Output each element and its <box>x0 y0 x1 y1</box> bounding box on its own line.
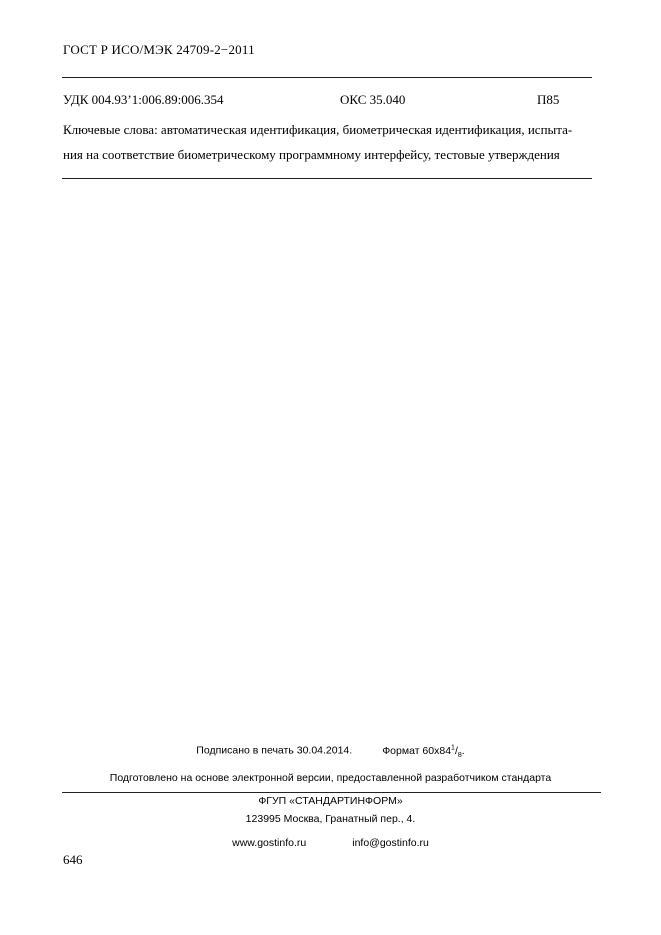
publisher-address: 123995 Москва, Гранатный пер., 4. <box>245 813 416 825</box>
imprint-rule <box>62 792 601 793</box>
print-info-row <box>0 744 661 759</box>
keywords-line-2: ния на соответствие биометрическому программному интерфейсу, тестовые утверждения <box>63 147 560 162</box>
standard-code: ГОСТ Р ИСО/МЭК 24709-2−2011 <box>63 42 255 57</box>
group-code: П85 <box>537 92 560 107</box>
contact-row <box>0 837 661 849</box>
udk-code: УДК 004.93’1:006.89:006.354 <box>63 92 224 107</box>
oks-code: ОКС 35.040 <box>340 92 406 107</box>
prepared-note: Подготовлено на основе электронной версии, предоставленной разработчиком стандарта <box>109 772 552 784</box>
signed-date: Подписано в печать 30.04.2014. <box>196 744 353 757</box>
keywords-block <box>63 117 598 167</box>
keywords-line-1: Ключевые слова: автоматическая идентификация, биометрическая идентификация, испыта- <box>63 122 573 137</box>
publisher-name: ФГУП «СТАНДАРТИНФОРМ» <box>258 795 403 807</box>
email-link[interactable]: info@gostinfo.ru <box>352 837 429 849</box>
page-number: 646 <box>63 852 83 867</box>
paper-format: Формат $60x84^1/_8$. <box>382 744 465 759</box>
keywords-rule <box>62 178 592 179</box>
website-link[interactable]: www.gostinfo.ru <box>232 837 307 849</box>
header-rule <box>62 77 592 78</box>
